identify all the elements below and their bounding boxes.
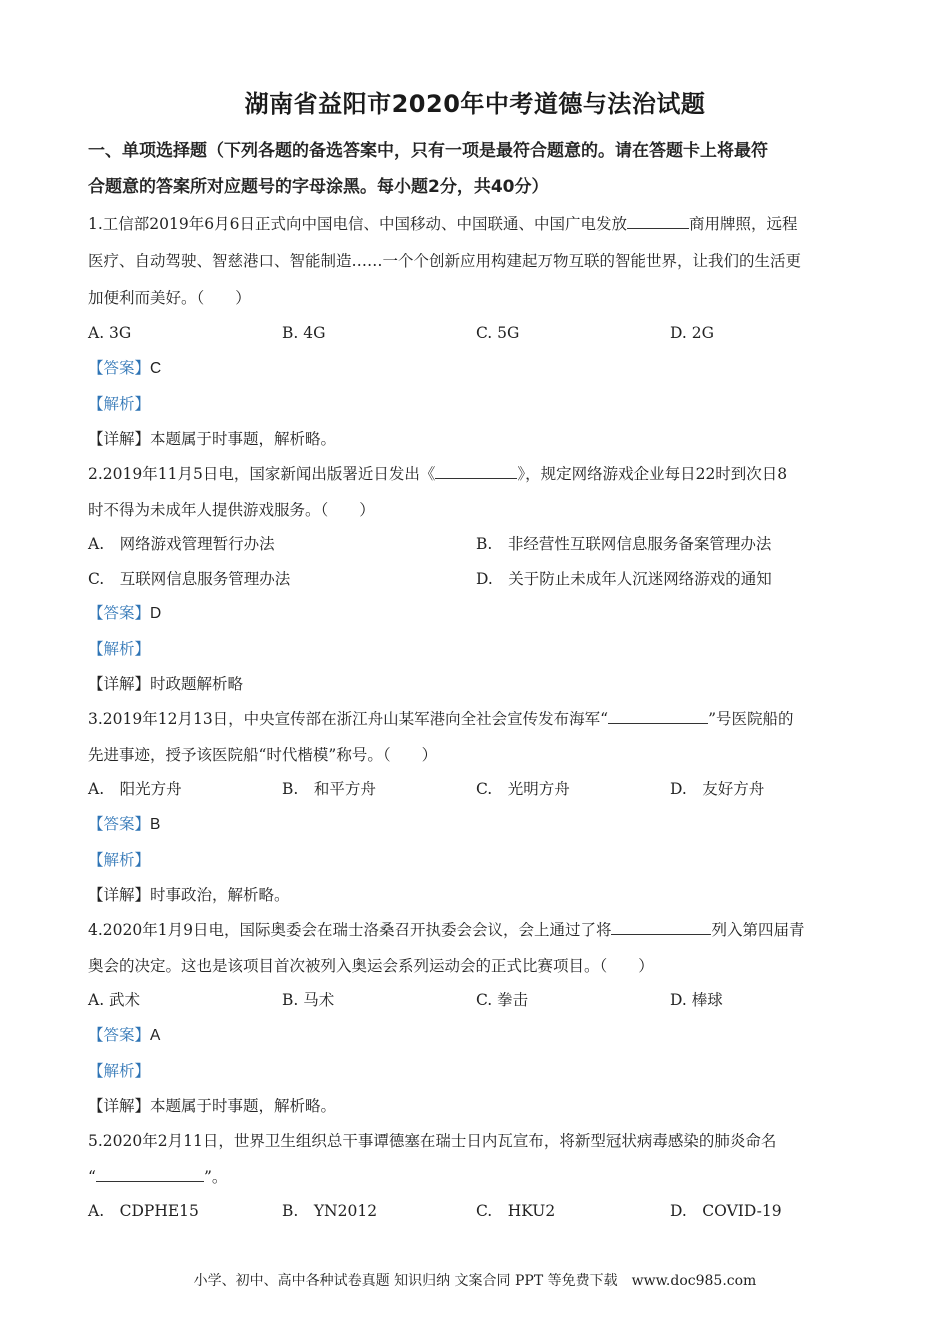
question-4-answer-value: A <box>150 1027 161 1044</box>
question-3-stem-line2: 先进事迹，授予该医院船“时代楷模”称号。（ ） <box>88 746 438 764</box>
question-3-blank <box>608 709 708 724</box>
question-4-stem-a: 4.2020年1月9日电，国际奥委会在瑞士洛桑召开执委会会议，会上通过了将 <box>88 921 612 939</box>
answer-label: 【答案】 <box>88 359 151 377</box>
question-2-stem-a: 2.2019年11月5日电，国家新闻出版署近日发出《 <box>88 465 436 483</box>
question-1-answer-value: C <box>150 360 162 377</box>
page-footer: 小学、初中、高中各种试卷真题 知识归纳 文案合同 PPT 等免费下载 www.doc985.com <box>193 1273 757 1289</box>
question-4-stem-line2: 奥会的决定。这也是该项目首次被列入奥运会系列运动会的正式比赛项目。（ ） <box>88 957 654 975</box>
question-2-stem-line2: 时不得为未成年人提供游戏服务。（ ） <box>88 501 375 519</box>
question-1-detail-text: 本题属于时事题，解析略。 <box>150 430 337 448</box>
question-4-stem-line1 <box>88 920 804 940</box>
question-1-answer <box>88 358 161 379</box>
question-2-option-b: B. 非经营性互联网信息服务备案管理办法 <box>476 535 772 553</box>
question-1-option-d: D. 2G <box>670 324 714 342</box>
question-4-option-b: B. 马术 <box>282 991 335 1009</box>
question-3-detail <box>88 885 290 905</box>
question-1-blank <box>627 214 689 229</box>
question-2-option-c: C. 互联网信息服务管理办法 <box>88 570 291 588</box>
detail-label: 【详解】 <box>88 1097 151 1115</box>
question-3-stem-line1 <box>88 709 794 729</box>
question-3-option-a: A. 阳光方舟 <box>88 780 182 798</box>
question-3-analysis-label: 【解析】 <box>88 851 151 869</box>
question-3-answer-value: B <box>150 816 161 833</box>
question-4-option-d: D. 棒球 <box>670 991 723 1009</box>
question-1-stem-a: 1.工信部2019年6月6日正式向中国电信、中国移动、中国联通、中国广电发放 <box>88 215 627 233</box>
page-title: 湖南省益阳市2020年中考道德与法治试题 <box>244 90 706 118</box>
question-4-stem-b: 列入第四届青 <box>711 921 805 939</box>
question-5-stem-line2 <box>88 1167 227 1187</box>
question-5-stem-a: “ <box>88 1168 96 1186</box>
question-2-option-d: D. 关于防止未成年人沉迷网络游戏的通知 <box>476 570 772 588</box>
question-4-detail-text: 本题属于时事题，解析略。 <box>150 1097 337 1115</box>
question-2-blank <box>435 464 517 479</box>
question-5-option-d: D. COVID-19 <box>670 1202 782 1220</box>
question-2-answer <box>88 603 161 624</box>
question-4-option-c: C. 拳击 <box>476 991 529 1009</box>
question-1-option-c: C. 5G <box>476 324 520 342</box>
question-3-answer <box>88 814 160 835</box>
answer-label: 【答案】 <box>88 815 151 833</box>
question-2-stem-line1 <box>88 464 787 484</box>
question-1-option-a: A. 3G <box>88 324 132 342</box>
question-4-blank <box>611 920 711 935</box>
question-2-answer-value: D <box>150 605 162 622</box>
detail-label: 【详解】 <box>88 886 151 904</box>
answer-label: 【答案】 <box>88 604 151 622</box>
question-2-option-a: A. 网络游戏管理暂行办法 <box>88 535 275 553</box>
question-2-detail <box>88 674 243 694</box>
question-2-stem-b: 》，规定网络游戏企业每日22时到次日8 <box>517 465 788 483</box>
answer-label: 【答案】 <box>88 1026 151 1044</box>
question-3-option-d: D. 友好方舟 <box>670 780 765 798</box>
question-4-detail <box>88 1096 336 1116</box>
section-heading-line2: 合题意的答案所对应题号的字母涂黑。每小题2分，共40分） <box>88 177 549 197</box>
question-3-option-b: B. 和平方舟 <box>282 780 376 798</box>
question-3-stem-b: ”号医院船的 <box>708 710 794 728</box>
question-1-stem-line2: 医疗、自动驾驶、智慈港口、智能制造……一个个创新应用构建起万物互联的智能世界，让我们的生活更 <box>88 252 802 270</box>
question-2-analysis-label: 【解析】 <box>88 640 151 658</box>
question-2-detail-text: 时政题解析略 <box>150 675 244 693</box>
question-4-option-a: A. 武术 <box>88 991 141 1009</box>
detail-label: 【详解】 <box>88 430 151 448</box>
question-5-stem-b: ”。 <box>203 1168 228 1186</box>
question-1-analysis-label: 【解析】 <box>88 395 151 413</box>
question-4-answer <box>88 1025 160 1046</box>
question-5-blank <box>96 1167 204 1182</box>
question-3-stem-a: 3.2019年12月13日，中央宣传部在浙江舟山某军港向全社会宣传发布海军“ <box>88 710 609 728</box>
question-1-option-b: B. 4G <box>282 324 326 342</box>
section-heading-line1: 一、单项选择题（下列各题的备选答案中，只有一项是最符合题意的。请在答题卡上将最符 <box>88 141 768 161</box>
question-3-option-c: C. 光明方舟 <box>476 780 570 798</box>
question-5-option-c: C. HKU2 <box>476 1202 556 1220</box>
question-1-detail <box>88 429 336 449</box>
question-3-detail-text: 时事政治，解析略。 <box>150 886 290 904</box>
question-1-stem-line3: 加便利而美好。（ ） <box>88 289 251 307</box>
question-5-stem-line1: 5.2020年2月11日，世界卫生组织总干事谭德塞在瑞士日内瓦宣布，将新型冠状病毒感染的肺炎命名 <box>88 1132 777 1150</box>
question-1-stem-b: 商用牌照，远程 <box>688 215 798 233</box>
question-4-analysis-label: 【解析】 <box>88 1062 151 1080</box>
detail-label: 【详解】 <box>88 675 151 693</box>
question-5-option-b: B. YN2012 <box>282 1202 378 1220</box>
question-1-stem-line1 <box>88 214 797 234</box>
question-5-option-a: A. CDPHE15 <box>88 1202 199 1220</box>
